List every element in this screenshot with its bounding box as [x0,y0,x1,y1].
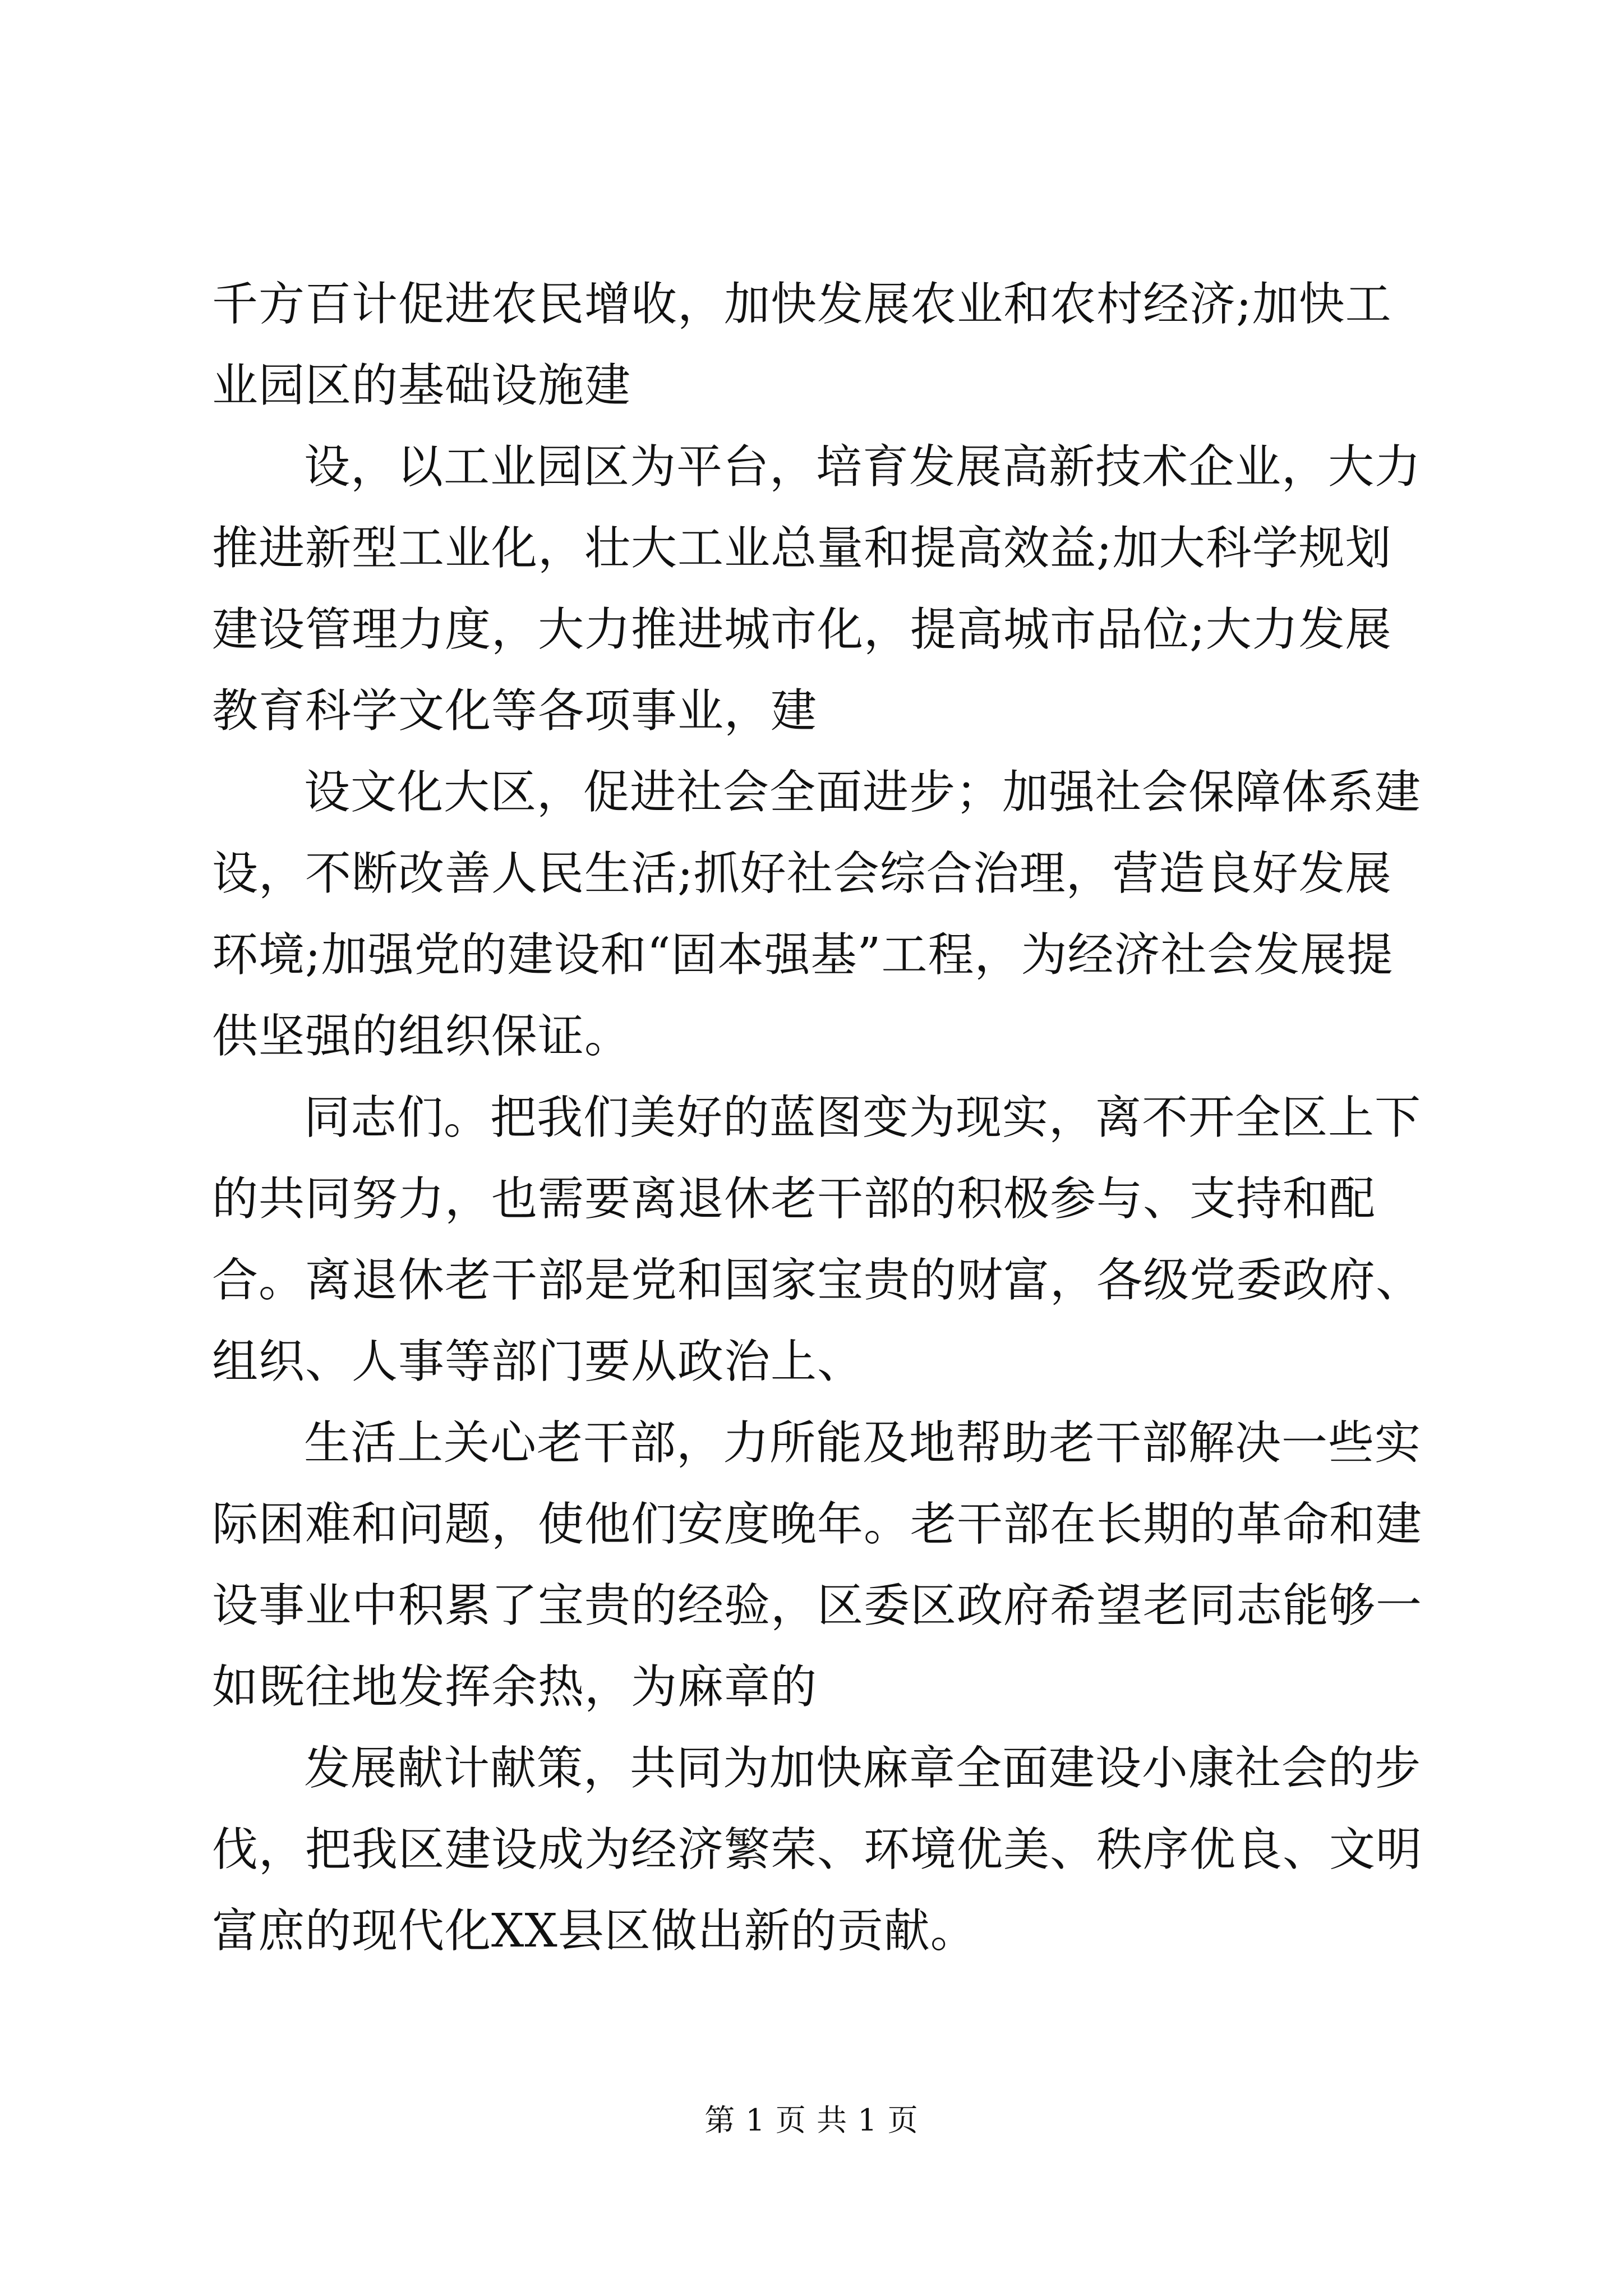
paragraph-1: 千方百计促进农民增收，加快发展农业和农村经济;加快工业园区的基础设施建 [212,278,1392,412]
document-body [212,264,1423,1972]
paragraph-5: 生活上关心老干部，力所能及地帮助老干部解决一些实际困难和问题，使他们安度晚年。老干部在长期的革命和建设事业中积累了宝贵的经验，区委区政府希望老同志能够一如既往地发挥余热，为麻章的 [212,1416,1423,1714]
page-footer: 第 1 页 共 1 页 [704,2102,919,2138]
paragraph-6: 发展献计献策，共同为加快麻章全面建设小康社会的步伐，把我区建设成为经济繁荣、环境优美、秩序优良、文明富庶的现代化XX县区做出新的贡献。 [212,1742,1423,1958]
paragraph-2: 设，以工业园区为平台，培育发展高新技术企业，大力推进新型工业化，壮大工业总量和提高效益;加大科学规划建设管理力度，大力推进城市化，提高城市品位;大力发展教育科学文化等各项事业，建 [212,440,1422,738]
paragraph-3: 设文化大区，促进社会全面进步；加强社会保障体系建设，不断改善人民生活;抓好社会综合治理，营造良好发展环境;加强党的建设和“固本强基”工程，为经济社会发展提供坚强的组织保证。 [212,766,1422,1063]
paragraph-4: 同志们。把我们美好的蓝图变为现实，离不开全区上下的共同努力，也需要离退休老干部的积极参与、支持和配合。离退休老干部是党和国家宝贵的财富，各级党委政府、组织、人事等部门要从政治上、 [212,1091,1423,1388]
